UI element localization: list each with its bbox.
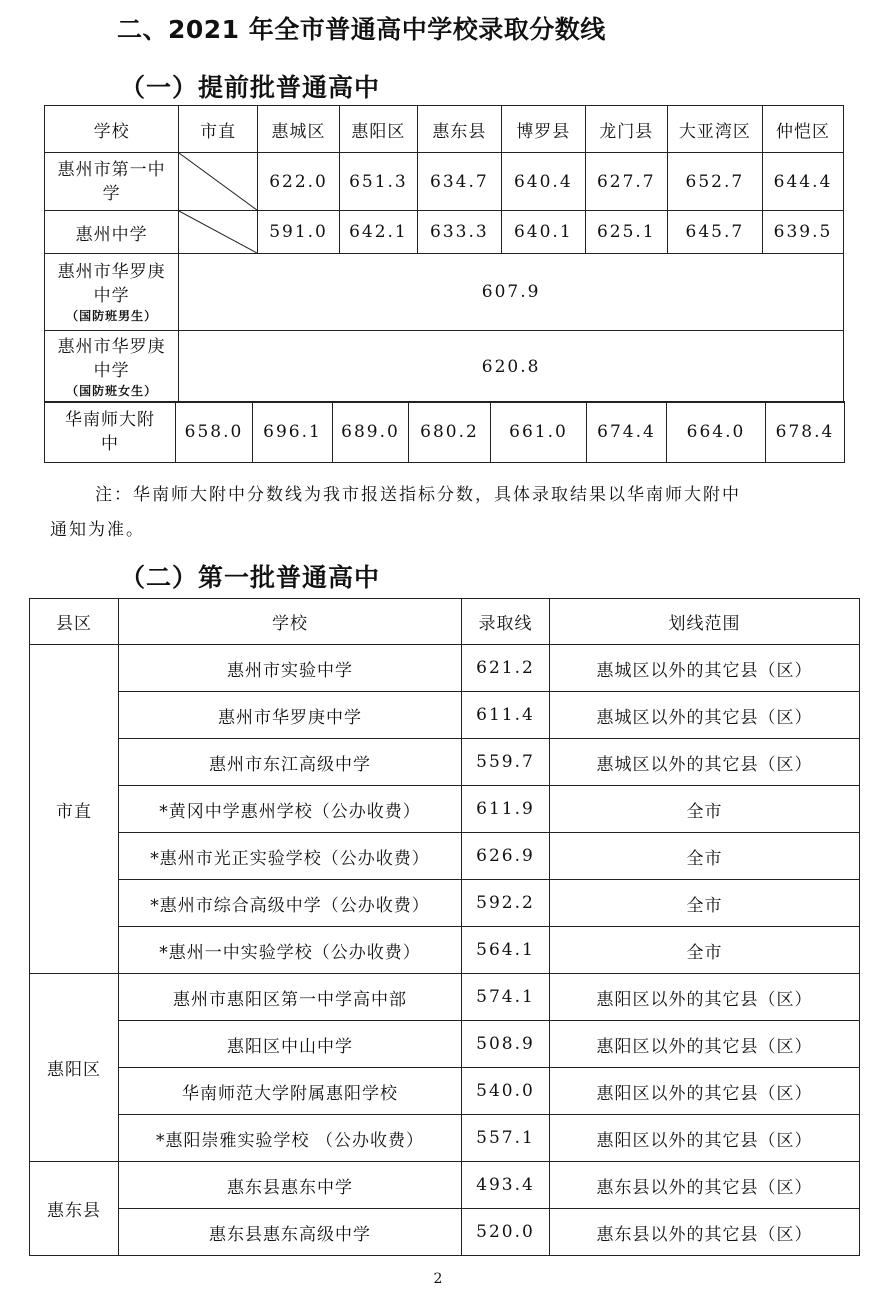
school-cell: 惠州市东江高级中学 [119,739,462,786]
school-name: 惠州中学 [45,211,179,254]
range-cell: 全市 [550,833,860,880]
school-cell: 惠州市惠阳区第一中学高中部 [119,974,462,1021]
score-cell: 611.9 [462,786,550,833]
score-cell: 634.7 [417,153,501,211]
score-cell: 557.1 [462,1115,550,1162]
range-cell: 惠东县以外的其它县（区） [550,1162,860,1209]
score-cell: 625.1 [585,211,667,254]
range-cell: 全市 [550,927,860,974]
score-cell: 696.1 [253,402,333,463]
table-row [45,211,844,254]
col-header: 仲恺区 [763,106,844,153]
school-cell: 惠东县惠东高级中学 [119,1209,462,1256]
school-name: 惠州市华罗庚中学 （国防班女生） [45,331,179,403]
score-cell: 658.0 [176,402,253,463]
col-header: 惠阳区 [340,106,418,153]
range-cell: 惠阳区以外的其它县（区） [550,974,860,1021]
school-cell: *惠州一中实验学校（公办收费） [119,927,462,974]
table-header-row [30,599,860,645]
range-cell: 全市 [550,786,860,833]
range-cell: 惠阳区以外的其它县（区） [550,1021,860,1068]
table-row [30,1162,860,1209]
range-cell: 惠城区以外的其它县（区） [550,692,860,739]
table-row [30,974,860,1021]
score-cell: 592.2 [462,880,550,927]
merged-score-cell: 607.9 [179,254,844,331]
district-cell: 惠阳区 [30,974,119,1162]
school-name: 惠州市第一中学 [45,153,179,211]
score-cell: 640.4 [501,153,585,211]
score-cell: 621.2 [462,645,550,692]
table-row [30,645,860,692]
table-row [45,254,844,331]
score-cell: 622.0 [258,153,340,211]
school-cell: 惠东县惠东中学 [119,1162,462,1209]
score-cell: 645.7 [667,211,762,254]
col-header: 划线范围 [550,599,860,645]
school-cell: *惠阳崇雅实验学校 （公办收费） [119,1115,462,1162]
table-row [30,833,860,880]
col-header: 学校 [119,599,462,645]
score-cell: 642.1 [340,211,418,254]
table-row [30,1115,860,1162]
range-cell: 惠城区以外的其它县（区） [550,645,860,692]
col-header: 县区 [30,599,119,645]
score-cell: 493.4 [462,1162,550,1209]
score-cell: 664.0 [667,402,766,463]
score-cell: 627.7 [585,153,667,211]
range-cell: 全市 [550,880,860,927]
school-cell: 华南师范大学附属惠阳学校 [119,1068,462,1115]
table-row [30,1209,860,1256]
school-cell: 惠州市华罗庚中学 [119,692,462,739]
score-cell: 644.4 [763,153,844,211]
score-cell: 678.4 [766,402,845,463]
table-row [30,692,860,739]
school-cell: *惠州市综合高级中学（公办收费） [119,880,462,927]
section2-title: （二）第一批普通高中 [120,563,381,592]
score-cell: 564.1 [462,927,550,974]
empty-diagonal-cell [179,211,258,254]
page-number: 2 [433,1271,443,1287]
col-header: 惠东县 [417,106,501,153]
school-name: 惠州市华罗庚中学 （国防班男生） [45,254,179,331]
table-row [45,331,844,403]
table-row [30,927,860,974]
score-cell: 626.9 [462,833,550,880]
score-cell: 661.0 [491,402,587,463]
score-cell: 611.4 [462,692,550,739]
score-cell: 559.7 [462,739,550,786]
school-note: （国防班女生） [66,383,158,398]
col-header: 市直 [179,106,258,153]
score-cell: 651.3 [340,153,418,211]
score-cell: 680.2 [409,402,491,463]
score-cell: 689.0 [333,402,409,463]
first-batch-table [29,598,860,1256]
col-header: 录取线 [462,599,550,645]
score-cell: 508.9 [462,1021,550,1068]
col-header: 博罗县 [501,106,585,153]
range-cell: 惠阳区以外的其它县（区） [550,1068,860,1115]
school-name: 华南师大附中 [45,402,176,463]
page-heading: 二、2021 年全市普通高中学校录取分数线 [117,15,606,44]
score-cell: 520.0 [462,1209,550,1256]
range-cell: 惠东县以外的其它县（区） [550,1209,860,1256]
col-header: 龙门县 [585,106,667,153]
note-line-2: 通知为准。 [50,520,145,540]
table-row [30,739,860,786]
range-cell: 惠城区以外的其它县（区） [550,739,860,786]
table-row [30,786,860,833]
table-row [30,1021,860,1068]
col-header: 大亚湾区 [667,106,762,153]
table-row [45,153,844,211]
section1-title: （一）提前批普通高中 [120,73,381,102]
table-header-row [45,106,844,153]
school-note: （国防班男生） [66,309,158,323]
range-cell: 惠阳区以外的其它县（区） [550,1115,860,1162]
note-line-1: 注：华南师大附中分数线为我市报送指标分数，具体录取结果以华南师大附中 [95,485,741,505]
table-row [45,402,845,463]
school-cell: 惠阳区中山中学 [119,1021,462,1068]
col-header: 学校 [45,106,179,153]
school-cell: *惠州市光正实验学校（公办收费） [119,833,462,880]
score-cell: 652.7 [667,153,762,211]
merged-score-cell: 620.8 [179,331,844,403]
school-cell: *黄冈中学惠州学校（公办收费） [119,786,462,833]
district-cell: 惠东县 [30,1162,119,1256]
col-header: 惠城区 [258,106,340,153]
score-cell: 540.0 [462,1068,550,1115]
score-cell: 591.0 [258,211,340,254]
score-cell: 574.1 [462,974,550,1021]
early-batch-table-last-row [44,401,845,463]
score-cell: 639.5 [763,211,844,254]
score-cell: 633.3 [417,211,501,254]
district-cell: 市直 [30,645,119,974]
empty-diagonal-cell [179,153,258,211]
table-row [30,1068,860,1115]
score-cell: 674.4 [587,402,667,463]
school-cell: 惠州市实验中学 [119,645,462,692]
score-cell: 640.1 [501,211,585,254]
early-batch-table [44,105,844,403]
table-row [30,880,860,927]
